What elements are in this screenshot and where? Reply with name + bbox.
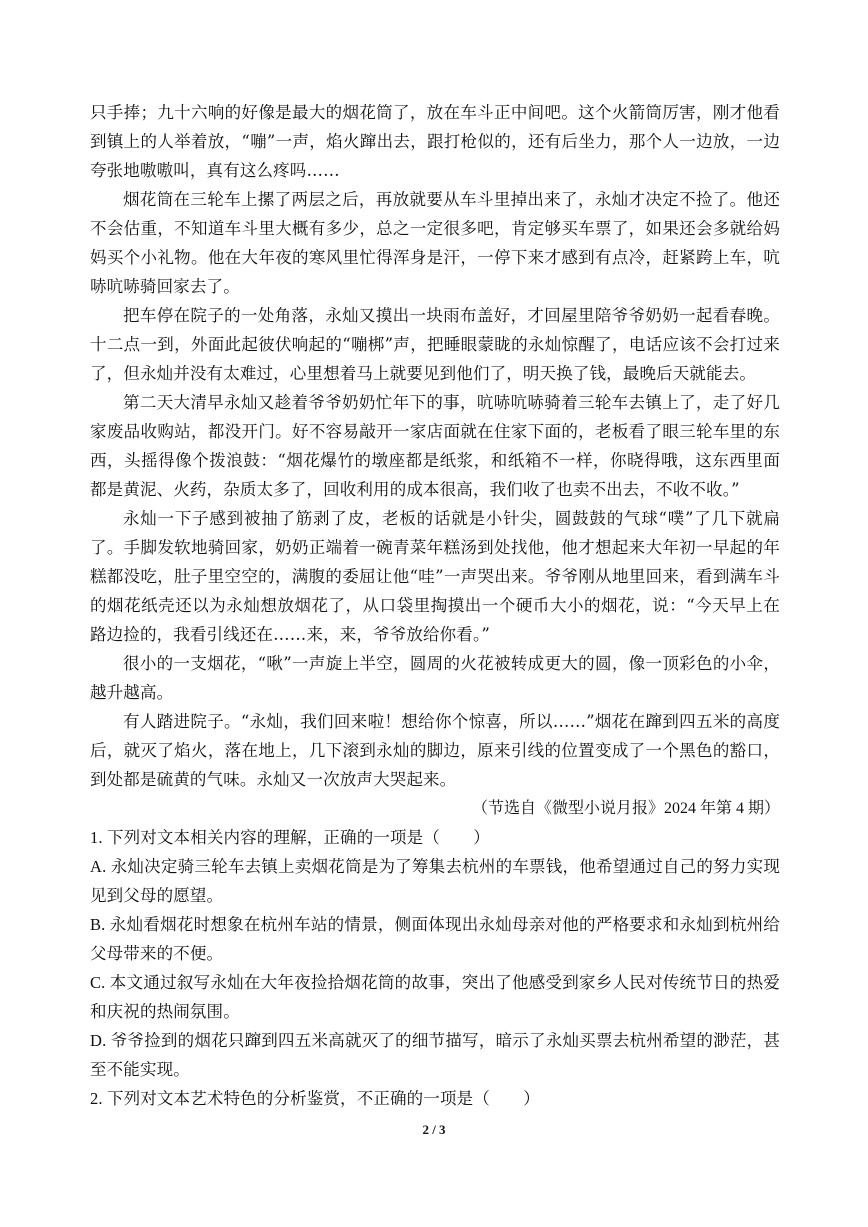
question-section	[90, 823, 780, 1113]
question-1-option-b: B. 永灿看烟花时想象在杭州车站的情景，侧面体现出永灿母亲对他的严格要求和永灿到杭州给父母带来的不便。	[90, 915, 780, 963]
page-number: 2 / 3	[422, 1122, 446, 1137]
source-citation: （节选自《微型小说月报》2024 年第 4 期）	[471, 800, 780, 817]
question-2-stem: 2. 下列对文本艺术特色的分析鉴赏，不正确的一项是（ ）	[90, 1089, 540, 1108]
story-paragraph-5: 永灿一下子感到被抽了筋剥了皮，老板的话就是小针尖，圆鼓鼓的气球“噗”了几下就扁了。手脚发软地骑回家，奶奶正端着一碗青菜年糕汤到处找他，他才想起来大年初一早起的年糕都没吃，肚子里空空的，满腹的委屈让他“哇”一声哭出来。爷爷刚从地里回来，看到满车斗的烟花纸壳还以为永灿想放烟花了，从口袋里掏摸出一个硬币大小的烟花，说：“今天早上在路边捡的，我看引线还在……来，来，爷爷放给你看。”	[90, 509, 780, 644]
question-1-option-d: D. 爷爷捡到的烟花只蹿到四五米高就灭了的细节描写，暗示了永灿买票去杭州希望的渺茫，甚至不能实现。	[90, 1031, 780, 1079]
story-excerpt	[90, 98, 780, 1113]
question-1-stem: 1. 下列对文本相关内容的理解，正确的一项是（ ）	[90, 828, 490, 847]
story-paragraph-2: 烟花筒在三轮车上摞了两层之后，再放就要从车斗里掉出来了，永灿才决定不捡了。他还不会估重，不知道车斗里大概有多少，总之一定很多吧，肯定够买车票了，如果还会多就给妈妈买个小礼物。他在大年夜的寒风里忙得浑身是汗，一停下来才感到有点冷，赶紧跨上车，吭哧吭哧骑回家去了。	[90, 190, 780, 296]
question-1-option-a: A. 永灿决定骑三轮车去镇上卖烟花筒是为了筹集去杭州的车票钱，他希望通过自己的努力实现见到父母的愿望。	[90, 857, 780, 905]
story-paragraph-7: 有人踏进院子。“永灿，我们回来啦！想给你个惊喜，所以……”烟花在蹿到四五米的高度后，就灭了焰火，落在地上，几下滚到永灿的脚边，原来引线的位置变成了一个黑色的豁口，到处都是硫黄的气味。永灿又一次放声大哭起来。	[90, 712, 780, 789]
question-1-option-c: C. 本文通过叙写永灿在大年夜捡拾烟花筒的故事，突出了他感受到家乡人民对传统节日的热爱和庆祝的热闹氛围。	[90, 973, 780, 1021]
story-paragraph-6: 很小的一支烟花，“啾”一声旋上半空，圆周的火花被转成更大的圆，像一顶彩色的小伞，越升越高。	[90, 654, 780, 702]
story-paragraph-4: 第二天大清早永灿又趁着爷爷奶奶忙年下的事，吭哧吭哧骑着三轮车去镇上了，走了好几家废品收购站，都没开门。好不容易敲开一家店面就在住家下面的，老板看了眼三轮车里的东西，头摇得像个拨浪鼓：“烟花爆竹的墩座都是纸浆，和纸箱不一样，你晓得哦，这东西里面都是黄泥、火药，杂质太多了，回收利用的成本很高，我们收了也卖不出去，不收不收。”	[90, 393, 780, 499]
story-paragraph-3: 把车停在院子的一处角落，永灿又摸出一块雨布盖好，才回屋里陪爷爷奶奶一起看春晚。十二点一到，外面此起彼伏响起的“嘣梆”声，把睡眼蒙眬的永灿惊醒了，电话应该不会打过来了，但永灿并没有太难过，心里想着马上就要见到他们了，明天换了钱，最晚后天就能去。	[90, 306, 780, 383]
story-paragraph-1: 只手捧；九十六响的好像是最大的烟花筒了，放在车斗正中间吧。这个火箭筒厉害，刚才他看到镇上的人举着放，“嘣”一声，焰火蹿出去，跟打枪似的，还有后坐力，那个人一边放，一边夸张地嗷嗷叫，真有这么疼吗……	[90, 103, 780, 180]
